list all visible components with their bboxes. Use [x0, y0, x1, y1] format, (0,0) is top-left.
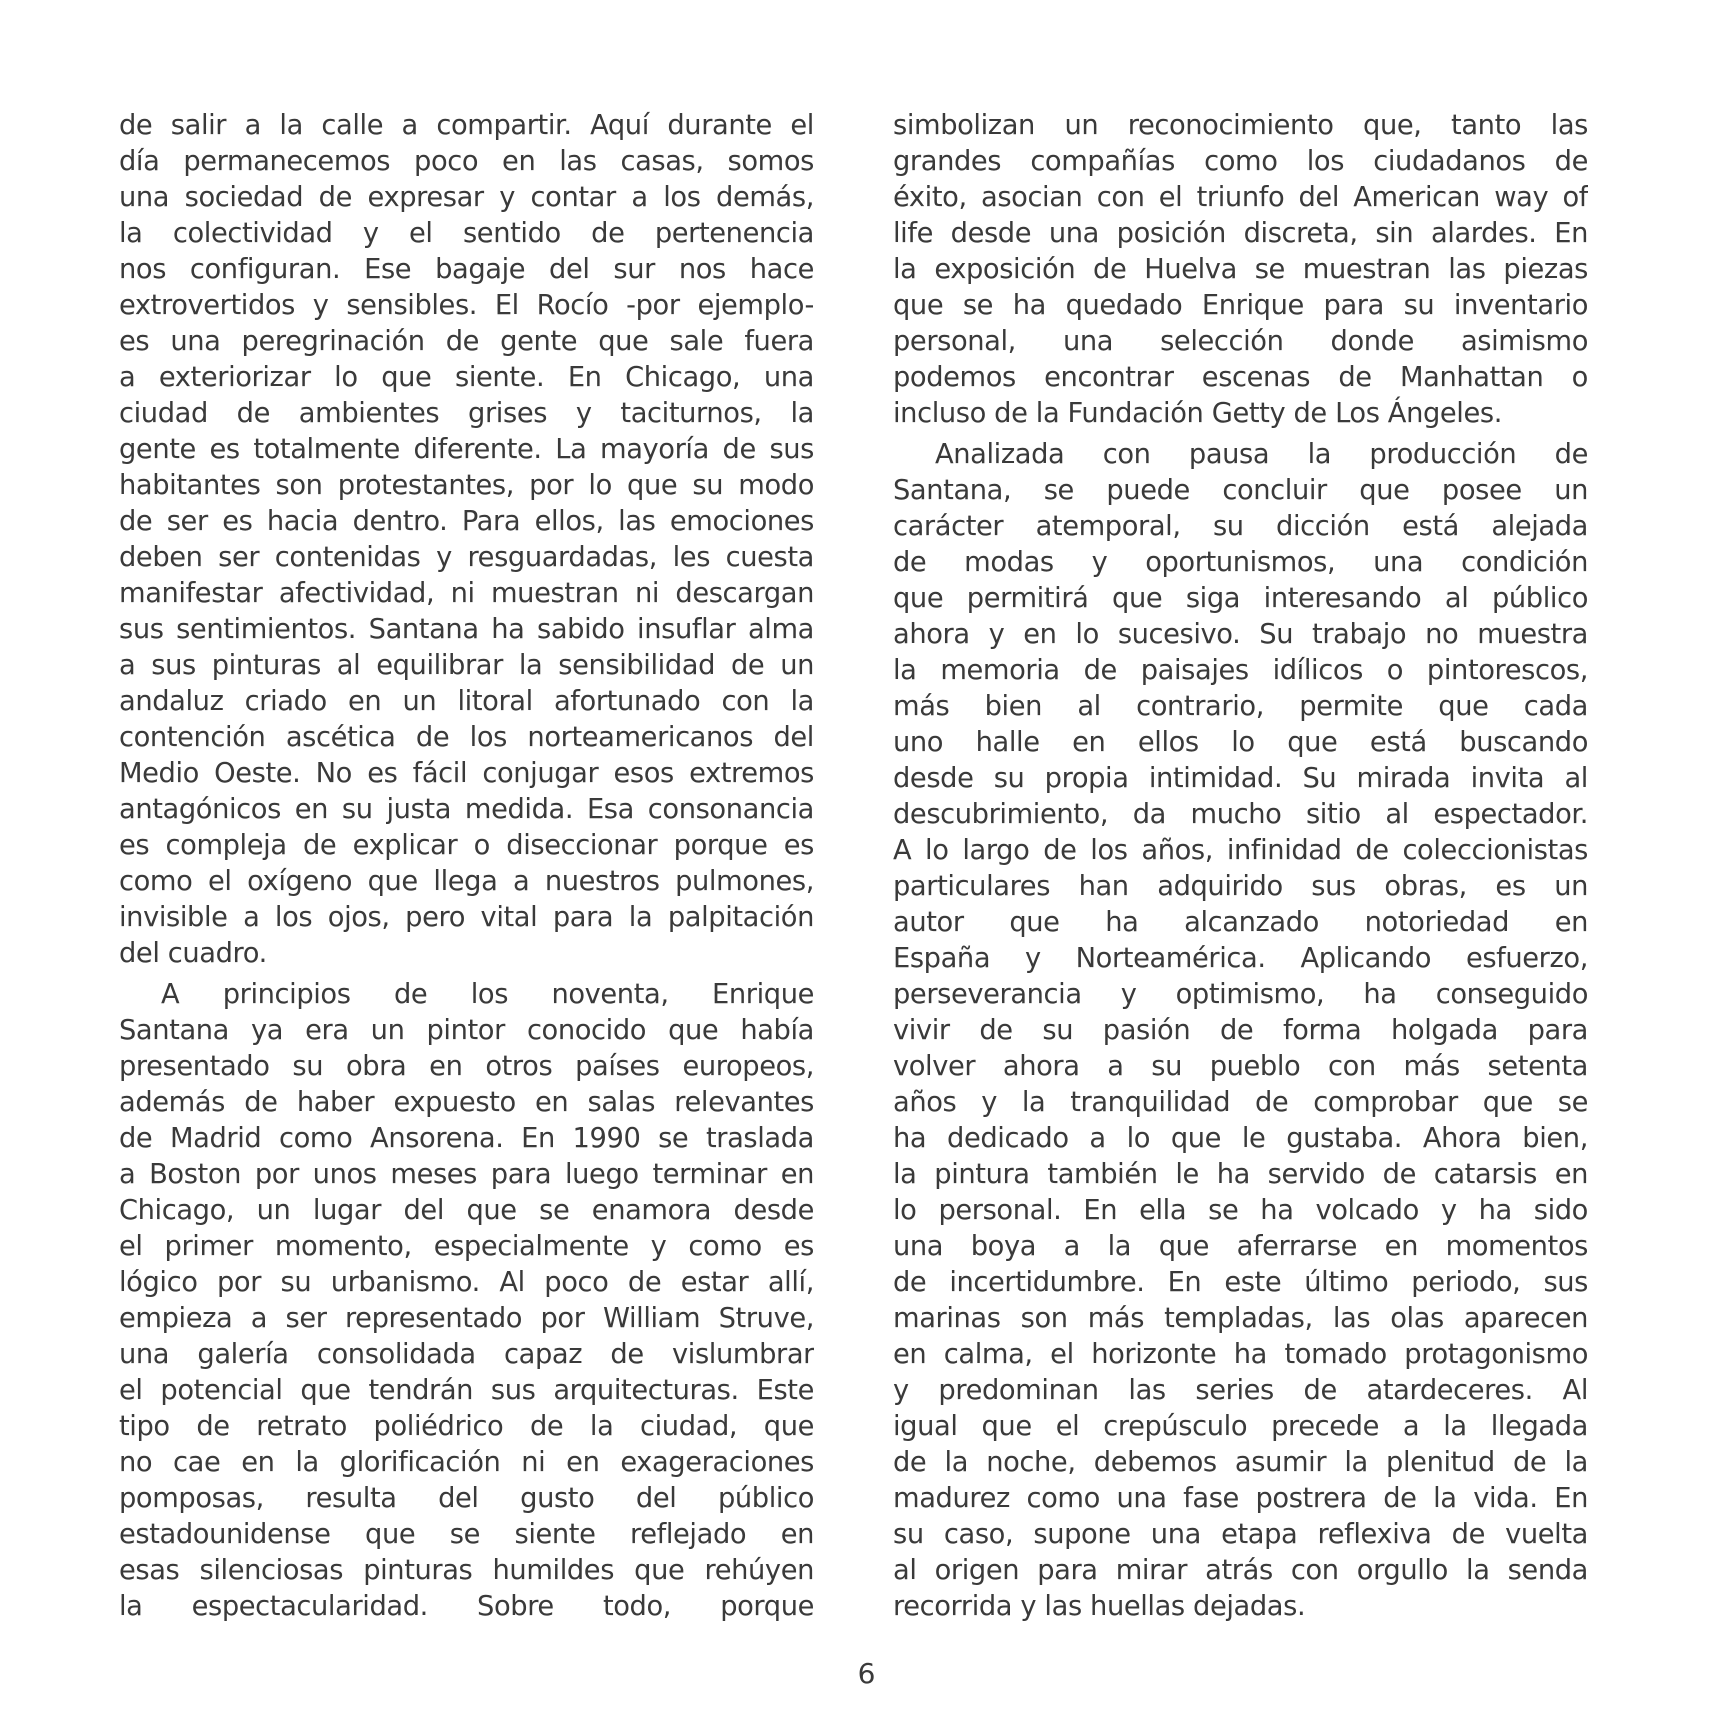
- text-line: ha dedicado a lo que le gustaba. Ahora bien,: [893, 1123, 1588, 1154]
- text-line: life desde una posición discreta, sin alardes. En: [893, 218, 1588, 249]
- left-text-column: [119, 108, 814, 1630]
- text-line: es compleja de explicar o diseccionar porque es: [119, 830, 814, 861]
- paragraph: [893, 437, 1588, 1625]
- text-line: la pintura también le ha servido de catarsis en: [893, 1159, 1588, 1190]
- text-line: una galería consolidada capaz de vislumbrar: [119, 1339, 814, 1370]
- text-line: la memoria de paisajes idílicos o pintorescos,: [893, 655, 1588, 686]
- text-line: simbolizan un reconocimiento que, tanto las: [893, 110, 1588, 141]
- text-line: desde su propia intimidad. Su mirada invita al: [893, 763, 1588, 794]
- text-line: una boya a la que aferrarse en momentos: [893, 1231, 1588, 1262]
- text-line: gente es totalmente diferente. La mayoría de sus: [119, 434, 814, 465]
- text-line: la exposición de Huelva se muestran las piezas: [893, 254, 1588, 285]
- text-line: igual que el crepúsculo precede a la llegada: [893, 1411, 1588, 1442]
- text-line: de salir a la calle a compartir. Aquí durante el: [119, 110, 814, 141]
- text-line: Analizada con pausa la producción de: [935, 439, 1588, 470]
- text-line: grandes compañías como los ciudadanos de: [893, 146, 1588, 177]
- text-line: marinas son más templadas, las olas aparecen: [893, 1303, 1588, 1334]
- text-line: de la noche, debemos asumir la plenitud de la: [893, 1447, 1588, 1478]
- text-line: la colectividad y el sentido de pertenencia: [119, 218, 814, 249]
- paragraph: [119, 108, 814, 972]
- text-line: Santana, se puede concluir que posee un: [893, 475, 1588, 506]
- text-line: habitantes son protestantes, por lo que su modo: [119, 470, 814, 501]
- text-line: uno halle en ellos lo que está buscando: [893, 727, 1588, 758]
- text-line: personal, una selección donde asimismo: [893, 326, 1588, 357]
- text-line: estadounidense que se siente reflejado en: [119, 1519, 814, 1550]
- text-line: a Boston por unos meses para luego terminar en: [119, 1159, 814, 1190]
- text-line: madurez como una fase postrera de la vida. En: [893, 1483, 1588, 1514]
- text-line: más bien al contrario, permite que cada: [893, 691, 1588, 722]
- right-text-column: [893, 108, 1588, 1630]
- text-line: lo personal. En ella se ha volcado y ha sido: [893, 1195, 1588, 1226]
- text-line: es una peregrinación de gente que sale fuera: [119, 326, 814, 357]
- text-line: del cuadro.: [119, 938, 267, 969]
- paragraph: [893, 108, 1588, 432]
- text-line: años y la tranquilidad de comprobar que se: [893, 1087, 1588, 1118]
- text-line: su caso, supone una etapa reflexiva de vuelta: [893, 1519, 1588, 1550]
- text-line: nos configuran. Ese bagaje del sur nos hace: [119, 254, 814, 285]
- text-line: descubrimiento, da mucho sitio al espectador.: [893, 799, 1588, 830]
- text-line: a exteriorizar lo que siente. En Chicago, una: [119, 362, 814, 393]
- text-line: manifestar afectividad, ni muestran ni descargan: [119, 578, 814, 609]
- text-line: éxito, asocian con el triunfo del American way of: [893, 182, 1588, 213]
- text-line: que se ha quedado Enrique para su inventario: [893, 290, 1588, 321]
- text-line: invisible a los ojos, pero vital para la palpitación: [119, 902, 814, 933]
- page-number: 6: [857, 1657, 876, 1690]
- paragraph: [119, 977, 814, 1625]
- text-line: Medio Oeste. No es fácil conjugar esos extremos: [119, 758, 814, 789]
- text-line: a sus pinturas al equilibrar la sensibilidad de un: [119, 650, 814, 681]
- text-line: antagónicos en su justa medida. Esa consonancia: [119, 794, 814, 825]
- text-line: ciudad de ambientes grises y taciturnos, la: [119, 398, 814, 429]
- text-line: de Madrid como Ansorena. En 1990 se traslada: [119, 1123, 814, 1154]
- text-line: sus sentimientos. Santana ha sabido insuflar alma: [119, 614, 814, 645]
- text-line: andaluz criado en un litoral afortunado con la: [119, 686, 814, 717]
- text-line: esas silenciosas pinturas humildes que rehúyen: [119, 1555, 814, 1586]
- text-line: lógico por su urbanismo. Al poco de estar allí,: [119, 1267, 814, 1298]
- text-line: el primer momento, especialmente y como es: [119, 1231, 814, 1262]
- text-line: día permanecemos poco en las casas, somos: [119, 146, 814, 177]
- text-line: además de haber expuesto en salas relevantes: [119, 1087, 814, 1118]
- text-line: España y Norteamérica. Aplicando esfuerzo,: [893, 943, 1588, 974]
- text-line: al origen para mirar atrás con orgullo la senda: [893, 1555, 1588, 1586]
- text-line: contención ascética de los norteamericanos del: [119, 722, 814, 753]
- text-line: no cae en la glorificación ni en exageraciones: [119, 1447, 814, 1478]
- text-line: tipo de retrato poliédrico de la ciudad, que: [119, 1411, 814, 1442]
- text-line: autor que ha alcanzado notoriedad en: [893, 907, 1588, 938]
- text-line: deben ser contenidas y resguardadas, les cuesta: [119, 542, 814, 573]
- text-line: empieza a ser representado por William Struve,: [119, 1303, 814, 1334]
- text-line: vivir de su pasión de forma holgada para: [893, 1015, 1588, 1046]
- text-line: perseverancia y optimismo, ha conseguido: [893, 979, 1588, 1010]
- text-line: particulares han adquirido sus obras, es un: [893, 871, 1588, 902]
- text-line: recorrida y las huellas dejadas.: [893, 1591, 1306, 1622]
- text-line: el potencial que tendrán sus arquitecturas. Este: [119, 1375, 814, 1406]
- text-line: la espectacularidad. Sobre todo, porque: [119, 1591, 814, 1622]
- text-line: y predominan las series de atardeceres. Al: [893, 1375, 1588, 1406]
- text-line: de incertidumbre. En este último periodo, sus: [893, 1267, 1588, 1298]
- text-line: volver ahora a su pueblo con más setenta: [893, 1051, 1588, 1082]
- text-line: Chicago, un lugar del que se enamora desde: [119, 1195, 814, 1226]
- text-line: A principios de los noventa, Enrique: [161, 979, 814, 1010]
- text-line: Santana ya era un pintor conocido que había: [119, 1015, 814, 1046]
- text-line: extrovertidos y sensibles. El Rocío -por ejemplo-: [119, 290, 814, 321]
- text-line: de modas y oportunismos, una condición: [893, 547, 1588, 578]
- text-line: de ser es hacia dentro. Para ellos, las emociones: [119, 506, 814, 537]
- text-line: que permitirá que siga interesando al público: [893, 583, 1588, 614]
- text-line: pomposas, resulta del gusto del público: [119, 1483, 814, 1514]
- text-line: incluso de la Fundación Getty de Los Ángeles.: [893, 398, 1502, 429]
- text-line: ahora y en lo sucesivo. Su trabajo no muestra: [893, 619, 1588, 650]
- text-line: podemos encontrar escenas de Manhattan o: [893, 362, 1588, 393]
- text-line: carácter atemporal, su dicción está alejada: [893, 511, 1588, 542]
- text-line: A lo largo de los años, infinidad de coleccionistas: [893, 835, 1588, 866]
- text-line: presentado su obra en otros países europeos,: [119, 1051, 814, 1082]
- text-line: como el oxígeno que llega a nuestros pulmones,: [119, 866, 814, 897]
- text-line: una sociedad de expresar y contar a los demás,: [119, 182, 814, 213]
- text-line: en calma, el horizonte ha tomado protagonismo: [893, 1339, 1588, 1370]
